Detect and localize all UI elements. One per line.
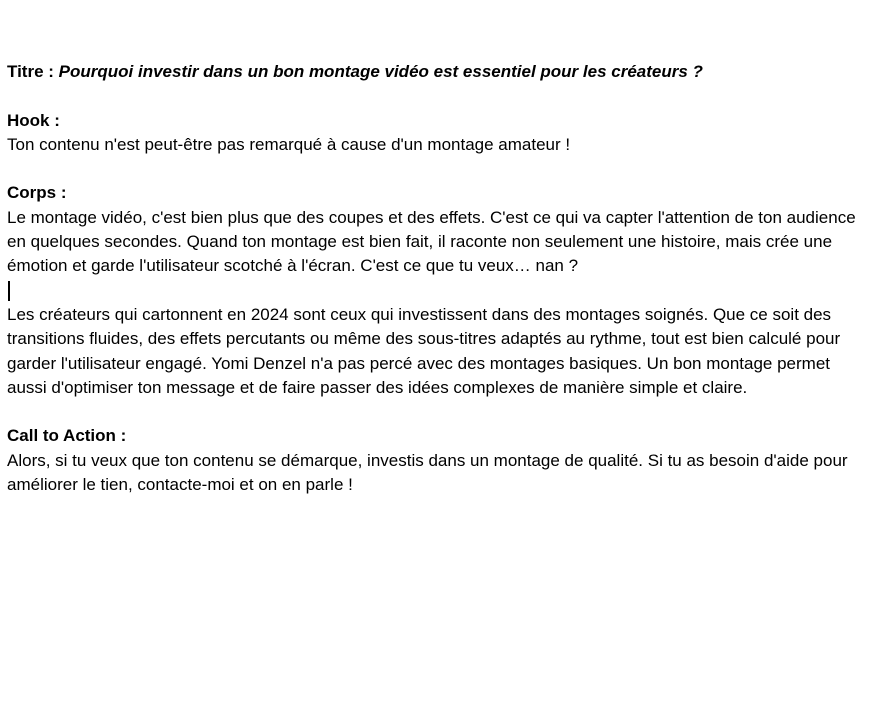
text-cursor	[8, 281, 10, 301]
cta-text: Alors, si tu veux que ton contenu se démarque, investis dans un montage de qualité. Si tu as besoin d'aide pour améliorer le tien, contacte-moi et on en parle !	[7, 450, 853, 495]
blank-line[interactable]	[7, 84, 873, 108]
hook-label: Hook :	[7, 110, 60, 130]
blank-line[interactable]	[7, 400, 873, 424]
blank-line[interactable]	[7, 157, 873, 181]
hook-text: Ton contenu n'est peut-être pas remarqué à cause d'un montage amateur !	[7, 134, 571, 154]
cta-label: Call to Action :	[7, 426, 127, 446]
title-label: Titre :	[7, 62, 54, 81]
corps-paragraph-1: Le montage vidéo, c'est bien plus que des coupes et des effets. C'est ce qui va capter l'attention de ton audience en quelques secondes. Quand ton montage est bien fait, il raconte non seulement une histoire, mais crée une émotion et garde l'utilisateur scotché à l'écran. C'est ce que tu veux… nan ?	[7, 207, 861, 276]
cursor-line[interactable]	[7, 279, 873, 303]
corps-label: Corps :	[7, 183, 67, 203]
title-text: Pourquoi investir dans un bon montage vidéo est essentiel pour les créateurs ?	[58, 62, 703, 81]
corps-paragraph-2: Les créateurs qui cartonnent en 2024 sont ceux qui investissent dans des montages soignés. Que ce soit des transitions fluides, des effets percutants ou même des sous-titres adaptés au rythme, tout est bien calculé pour garder l'utilisateur engagé. Yomi Denzel n'a pas percé avec des montages basiques. Un bon montage permet aussi d'optimiser ton message et de faire passer des idées complexes de manière simple et claire.	[7, 304, 845, 397]
document-body[interactable]	[7, 60, 873, 497]
title-line[interactable]	[7, 60, 873, 84]
